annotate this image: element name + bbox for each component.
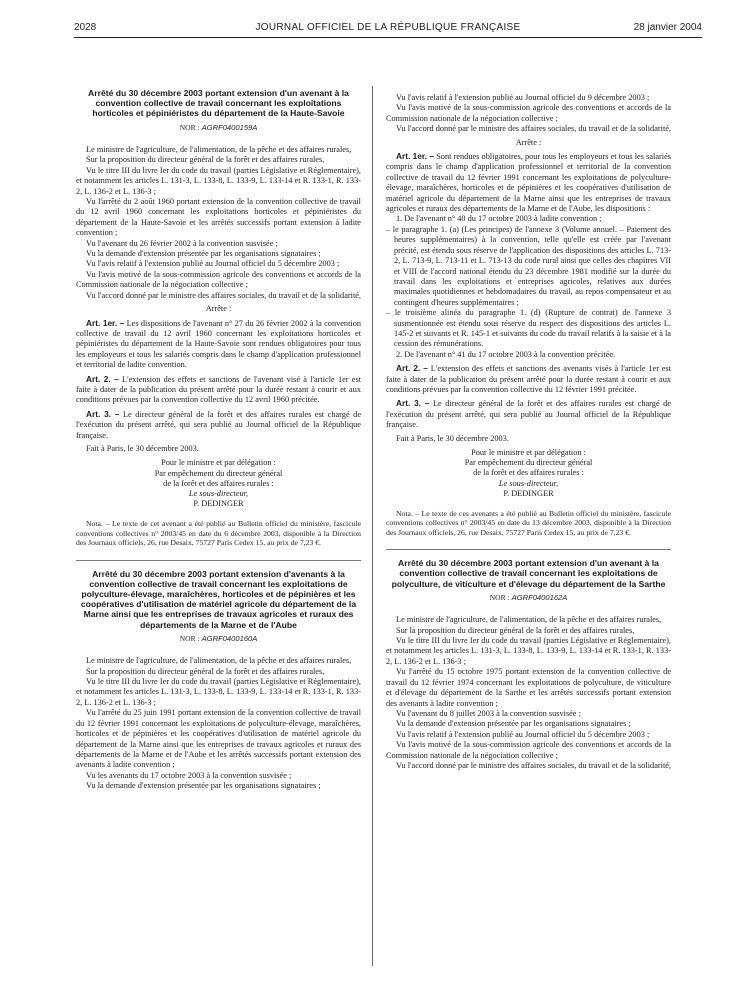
article-label: Art. 3. –: [396, 398, 430, 409]
paragraph: Vu l'avis motivé de la sous-commission agricole des conventions et accords de la Commission nationale de la négociation collective ;: [76, 269, 361, 290]
article-1: [386, 151, 671, 214]
signatory-name: P. DEDINGER: [193, 499, 244, 509]
signature-line: Par empêchement du directeur général: [154, 468, 283, 478]
fait-a-paris: Fait à Paris, le 30 décembre 2003.: [396, 433, 509, 443]
nor-reference: [386, 593, 671, 603]
signature-line: de la forêt et des affaires rurales :: [473, 468, 584, 478]
paragraph: Vu l'avis relatif à l'extension publié au Journal officiel du 9 décembre 2003 ;: [396, 93, 650, 102]
section-rule: [386, 549, 671, 550]
list-item: – le troisième alinéa du paragraphe 1. (d) (Rupture de contrat) de l'annexe 3 susmentionnée est étendu sous réserve du respect des dispositions des articles L. 145-2 et suivants et R. 145-1 et suivants du code du travail relatifs à la saisie et à la cession des rémunérations.: [386, 308, 671, 349]
article-label: Art. 1er. –: [86, 317, 125, 328]
decree-title-haute-savoie: Arrêté du 30 décembre 2003 portant extension d'un avenant à la convention collective de travail concernant les exploitations horticoles et pépiniéristes du département de la Haute-Savoie: [88, 88, 349, 119]
nor-label: NOR :: [179, 633, 200, 643]
signatory-name: P. DEDINGER: [503, 488, 554, 498]
paragraph: Le ministre de l'agriculture, de l'alimentation, de la pêche et des affaires rurales,: [396, 615, 662, 625]
list-item: – le paragraphe 1. (a) (Les principes) de l'annexe 3 (Volume annuel. – Paiement des heures supplémentaires) à la convention, telle qu'elle est créée par l'avenant précité, est étendu sous réserve de l'application des dispositions des articles L. 713-2, L. 713-9, L. 713-11 et L. 713-13 du code rural ainsi que celles des chapitres VII et VIII de l'accord national étendu du 23 décembre 1981 modifié sur la durée du travail dans les exploitations et entreprises agricoles, relatives aux durées maximales quotidiennes et hebdomadaires du travail, au repos compensateur et au contingent d'heures supplémentaires ;: [386, 224, 671, 307]
article-label: Art. 3. –: [86, 408, 120, 419]
article-3: [76, 409, 361, 441]
nor-value: AGRF0400160A: [201, 633, 258, 643]
paragraph: Vu la demande d'extension présentée par les organisations signataires ;: [86, 249, 321, 259]
article-text: Le directeur général de la forêt et des affaires rurales est chargé de l'exécution du présent arrêté, qui sera publié au Journal officiel de la République française.: [386, 399, 672, 430]
nor-value: AGRF0400162A: [511, 592, 568, 602]
paragraph: Vu l'arrêté du 25 juin 1991 portant extension de la convention collective de travail du 12 février 1991 concernant les exploitations de polyculture-élevage, maraîchères, horticoles et de pépinières et les coopératives d'utilisation de matériel agricole du département de la Marne ainsi que les entreprises de travaux agricoles et ruraux des départements de la Marne et de l'Aube et les arrêtés successifs portant extension des avenants à ladite convention ;: [76, 708, 361, 770]
article-2: [76, 374, 361, 406]
page-number: 2028: [74, 22, 97, 33]
article-text: L'extension des effets et sanctions des avenants visés à l'article 1er est faite à dater de la publication du présent arrêté pour la durée restant à courir et aux conditions prévues par la convention collective du 12 février 1991 précitée.: [386, 364, 672, 394]
signature-block: [76, 458, 361, 509]
paragraph: Vu les avenants du 17 octobre 2003 à la convention susvisée ;: [86, 770, 292, 780]
right-column: [386, 93, 671, 771]
journal-title: JOURNAL OFFICIEL DE LA RÉPUBLIQUE FRANÇAISE: [255, 22, 521, 33]
signature-line: Pour le ministre et par délégation :: [471, 448, 586, 457]
nota-note: Nota. – Le texte de ces avenants a été publié au Bulletin officiel du ministère, fascicule conventions collectives n° 2003/45 en date du 13 décembre 2003, disponible à la Direction des Journaux officiels, 26, rue Desaix, 75727 Paris Cedex 15, au prix de 7,23 €.: [386, 509, 671, 537]
paragraph: Vu l'arrêté du 15 octobre 1975 portant extension de la convention collective de travail du 12 février 1974 concernant les exploitations de polyculture, de viticulture et d'élevage du département de la Sarthe et les arrêtés successifs portant extension des avenants à ladite convention ;: [386, 667, 671, 708]
page-header: [74, 16, 702, 38]
article-3: [386, 398, 671, 430]
paragraph: Vu le titre III du livre Ier du code du travail (parties Législative et Réglementaire), et notamment les articles L. 131-3, L. 133-8, L. 133-9, L. 133-14 et R. 133-1, R. 133-2, L. 136-2 et L. 136-3 ;: [386, 636, 671, 666]
header-rule: [74, 37, 702, 38]
paragraph: Le ministre de l'agriculture, de l'alimentation, de la pêche et des affaires rurales,: [86, 656, 352, 666]
signatory-title: Le sous-directeur,: [498, 478, 559, 488]
paragraph: Vu l'accord donné par le ministre des affaires sociales, du travail et de la solidarité,: [86, 290, 362, 300]
article-text: Les dispositions de l'avenant n° 27 du 26 février 2002 à la convention collective de travail du 12 avril 1960 concernant les exploitations horticoles et pépiniéristes du département de la Haute-Savoie sont rendues obligatoires pour tous les employeurs et tous les salariés compris dans le champ d'application professionnel et territorial de ladite convention.: [76, 318, 361, 370]
nor-label: NOR :: [179, 122, 200, 132]
fait-a-paris: Fait à Paris, le 30 décembre 2003.: [86, 443, 199, 453]
section-rule: [76, 560, 361, 561]
decree-title-marne: Arrêté du 30 décembre 2003 portant extension d'avenants à la convention collective de travail concernant les exploitations de polyculture-élevage, maraîchères, horticoles et de pépinières et les coopératives d'utilisation de matériel agricole du département de la Marne ainsi que les entreprises de travaux agricoles et ruraux des départements de la Marne et de l'Aube: [80, 568, 357, 630]
left-column: [76, 88, 361, 792]
nor-reference: [76, 123, 361, 133]
arrete-heading: Arrête :: [205, 304, 232, 314]
list-item: 1. De l'avenant n° 40 du 17 octobre 2003 à ladite convention ;: [396, 214, 602, 224]
signature-line: de la forêt et des affaires rurales :: [163, 478, 274, 488]
paragraph: Vu le titre III du livre Ier du code du travail (parties Législative et Réglementaire), et notamment les articles L. 131-3, L. 133-8, L. 133-9, L. 133-14 et R. 133-1, R. 133-2, L. 136-2 et L. 136-3 ;: [76, 677, 361, 707]
article-text: L'extension des effets et sanctions de l'avenant visé à l'article 1er est faite à dater de la publication du présent arrêté pour la durée restant à courir et aux conditions prévues par la convention collective du 12 avril 1960 précitée.: [76, 374, 361, 405]
nor-reference: [76, 634, 361, 644]
paragraph: Vu l'avenant du 26 février 2002 à la convention susvisée ;: [86, 238, 278, 248]
signature-line: Par empêchement du directeur général: [464, 458, 593, 468]
paragraph: Vu l'avis relatif à l'extension publié au Journal officiel du 5 décembre 2003 ;: [86, 259, 340, 269]
column-divider: [372, 86, 373, 966]
nor-value: AGRF0400159A: [201, 122, 258, 132]
signature-block: [386, 448, 671, 499]
article-label: Art. 2. –: [396, 363, 428, 374]
article-1: [76, 318, 361, 371]
nor-label: NOR :: [489, 592, 510, 602]
paragraph: Vu l'accord donné par le ministre des affaires sociales, du travail et de la solidarité,: [396, 760, 672, 770]
decree-title-sarthe: Arrêté du 30 décembre 2003 portant extension d'un avenant à la convention collective de travail concernant les exploitations de polyculture, de viticulture et d'élevage du département de la Sarthe: [391, 558, 666, 589]
paragraph: Vu le titre III du livre Ier du code du travail (parties Législative et Réglementaire), et notamment les articles L. 131-3, L. 133-8, L. 133-9, L. 133-14 et R. 133-1, R. 133-2, L. 136-2 et L. 136-3 ;: [76, 165, 361, 196]
issue-date: 28 janvier 2004: [633, 22, 702, 33]
list-item: 2. De l'avenant n° 41 du 17 octobre 2003 à la convention précitée.: [396, 349, 616, 359]
arrete-heading: Arrête :: [515, 137, 542, 147]
paragraph: Vu l'avis motivé de la sous-commission agricole des conventions et accords de la Commission nationale de la négociation collective ;: [386, 740, 671, 760]
nota-note: Nota. – Le texte de cet avenant a été publié au Bulletin officiel du ministère, fascicule conventions collectives n° 2003/45 en date du 6 décembre 2003, disponible à la Direction des Journaux officiels, 26, rue Desaix, 75727 Paris Cedex 15, au prix de 7,23 €.: [76, 519, 361, 548]
article-2: [386, 363, 671, 395]
paragraph: Sur la proposition du directeur général de la forêt et des affaires rurales,: [396, 625, 635, 635]
paragraph: Vu l'avis relatif à l'extension publié au Journal officiel du 5 décembre 2003 ;: [396, 729, 650, 739]
article-label: Art. 2. –: [86, 373, 119, 384]
paragraph: Vu l'avis motivé de la sous-commission agricole des conventions et accords de la Commission nationale de la négociation collective ;: [386, 103, 671, 123]
paragraph: Vu la demande d'extension présentée par les organisations signataires ;: [396, 719, 631, 729]
signatory-title: Le sous-directeur,: [188, 489, 249, 498]
paragraph: Le ministre de l'agriculture, de l'alimentation, de la pêche et des affaires rurales,: [86, 145, 352, 155]
paragraph: Vu l'avenant du 8 juillet 2003 à la convention susvisée ;: [396, 708, 581, 718]
article-text: Le directeur général de la forêt et des affaires rurales est chargé de l'exécution du présent arrêté, qui sera publié au Journal officiel de la République française.: [76, 409, 362, 440]
paragraph: Vu l'arrêté du 2 août 1960 portant extension de la convention collective de travail du 12 avril 1960 concernant les exploitations horticoles et pépiniéristes du département de la Haute-Savoie et les arrêtés successifs portant extension à ladite convention ;: [76, 197, 361, 238]
paragraph: Sur la proposition du directeur général de la forêt et des affaires rurales,: [86, 155, 325, 165]
paragraph: Vu l'accord donné par le ministre des affaires sociales, du travail et de la solidarité,: [396, 124, 672, 134]
signature-line: Pour le ministre et par délégation :: [161, 458, 276, 468]
article-text: Sont rendues obligatoires, pour tous les employeurs et tous les salariés compris dans le champ d'application professionnel et territorial de la convention collective de travail du 12 février 1991 concernant les exploitations de polyculture-élevage, maraîchères, horticoles et de pépinières et les coopératives d'utilisation de matériel agricole du département de la Marne ainsi que les entreprises de travaux agricoles et ruraux des départements de la Marne et de l'Aube, les dispositions :: [386, 152, 671, 214]
article-label: Art. 1er. –: [396, 151, 435, 162]
paragraph: Sur la proposition du directeur général de la forêt et des affaires rurales,: [86, 666, 325, 676]
paragraph: Vu la demande d'extension présentée par les organisations signataires ;: [86, 781, 321, 791]
